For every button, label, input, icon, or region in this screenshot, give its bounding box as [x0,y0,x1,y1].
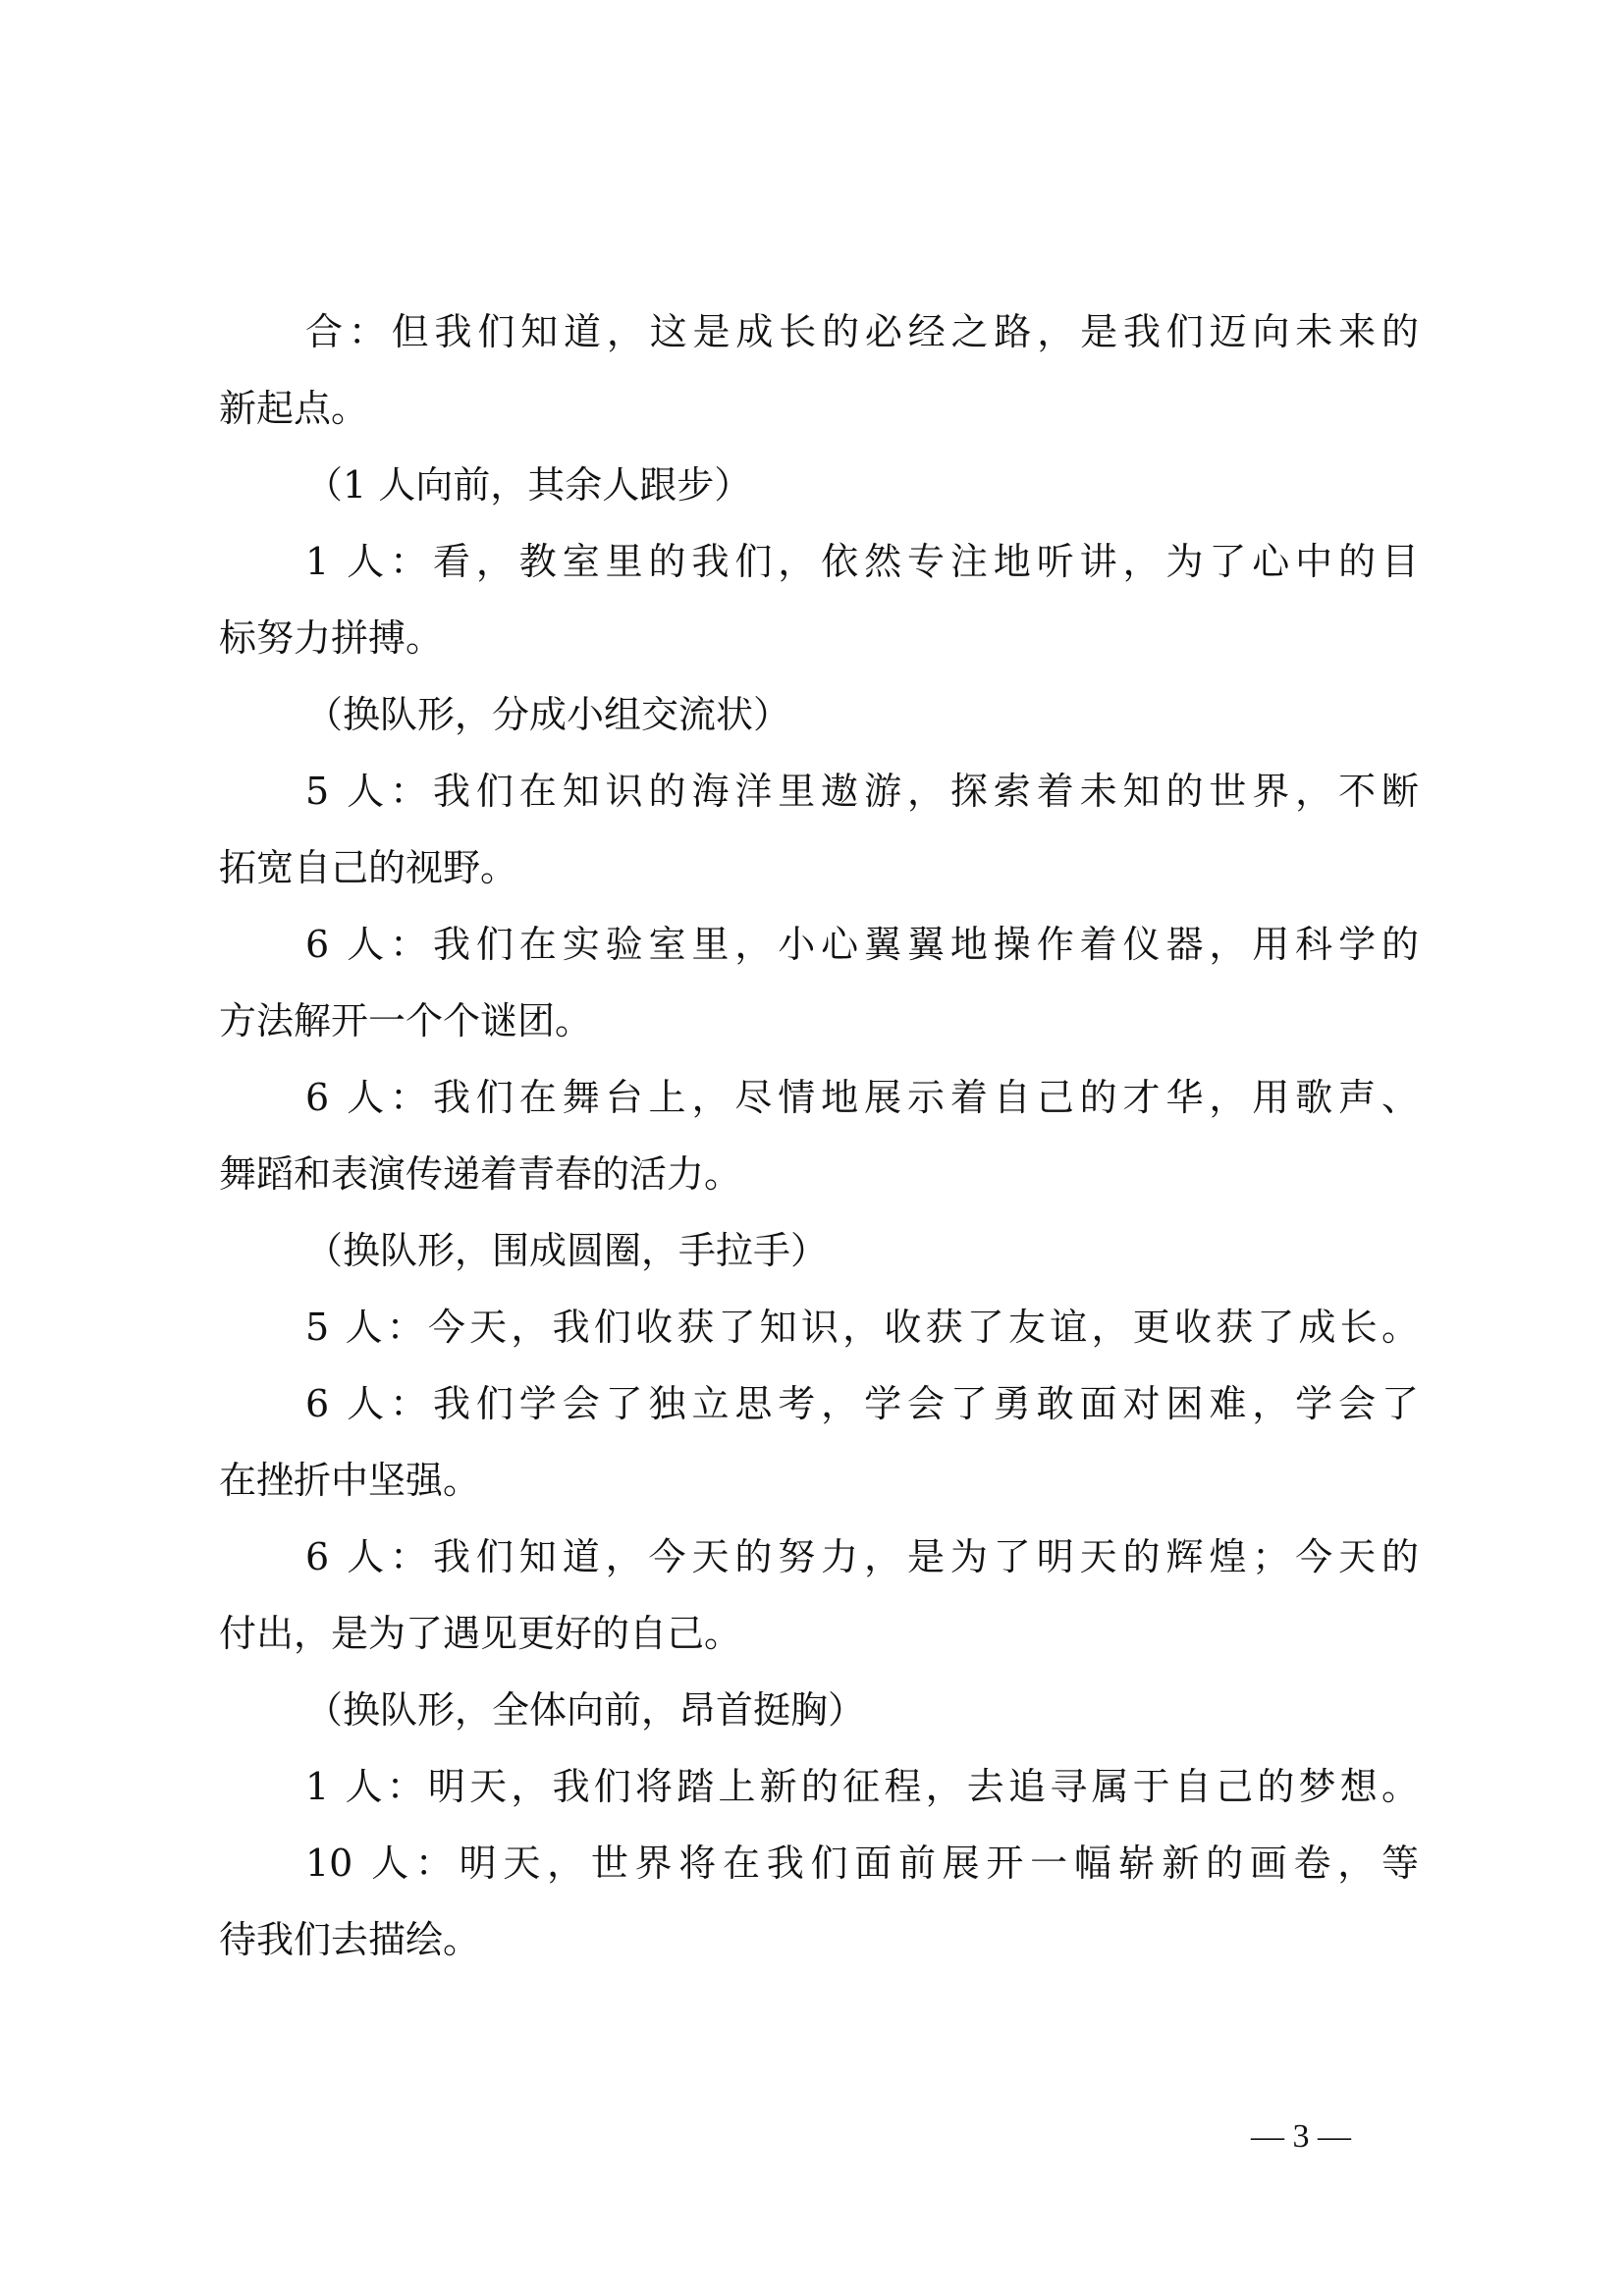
stage-direction-3: （换队形，围成圆圈，手拉手） [305,1229,829,1272]
line-15-speaker-6: 6 人：我们学会了独立思考，学会了勇敢面对困难，学会了 [305,1382,1419,1425]
line-21-speaker-10: 10 人：明天，世界将在我们面前展开一幅崭新的画卷，等 [305,1842,1419,1885]
line-14-speaker-5: 5 人：今天，我们收获了知识，收获了友谊，更收获了成长。 [305,1306,1419,1349]
line-17-speaker-6: 6 人：我们知道，今天的努力，是为了明天的辉煌；今天的 [305,1535,1419,1578]
line-18: 付出，是为了遇见更好的自己。 [219,1612,742,1655]
line-20-speaker-1: 1 人：明天，我们将踏上新的征程，去追寻属于自己的梦想。 [305,1765,1419,1808]
script-body [219,294,1419,1978]
line-9-speaker-6: 6 人：我们在实验室里，小心翼翼地操作着仪器，用科学的 [305,923,1419,966]
line-1-chorus: 合：但我们知道，这是成长的必经之路，是我们迈向未来的 [305,310,1419,353]
line-11-speaker-6: 6 人：我们在舞台上，尽情地展示着自己的才华，用歌声、 [305,1076,1419,1119]
line-12: 舞蹈和表演传递着青春的活力。 [219,1152,742,1196]
stage-direction-4: （换队形，全体向前，昂首挺胸） [305,1688,866,1732]
page-number: — 3 — [1251,2118,1351,2155]
line-16: 在挫折中坚强。 [219,1459,481,1502]
stage-direction-2: （换队形，分成小组交流状） [305,693,791,736]
line-2: 新起点。 [219,387,369,430]
line-10: 方法解开一个个谜团。 [219,999,593,1042]
line-5: 标努力拼搏。 [219,616,444,660]
line-4-speaker-1: 1 人：看，教室里的我们，依然专注地听讲，为了心中的目 [305,540,1419,583]
stage-direction-1: （1 人向前，其余人跟步） [305,463,752,507]
line-7-speaker-5: 5 人：我们在知识的海洋里遨游，探索着未知的世界，不断 [305,770,1419,813]
line-8: 拓宽自己的视野。 [219,846,518,889]
line-22: 待我们去描绘。 [219,1918,481,1961]
